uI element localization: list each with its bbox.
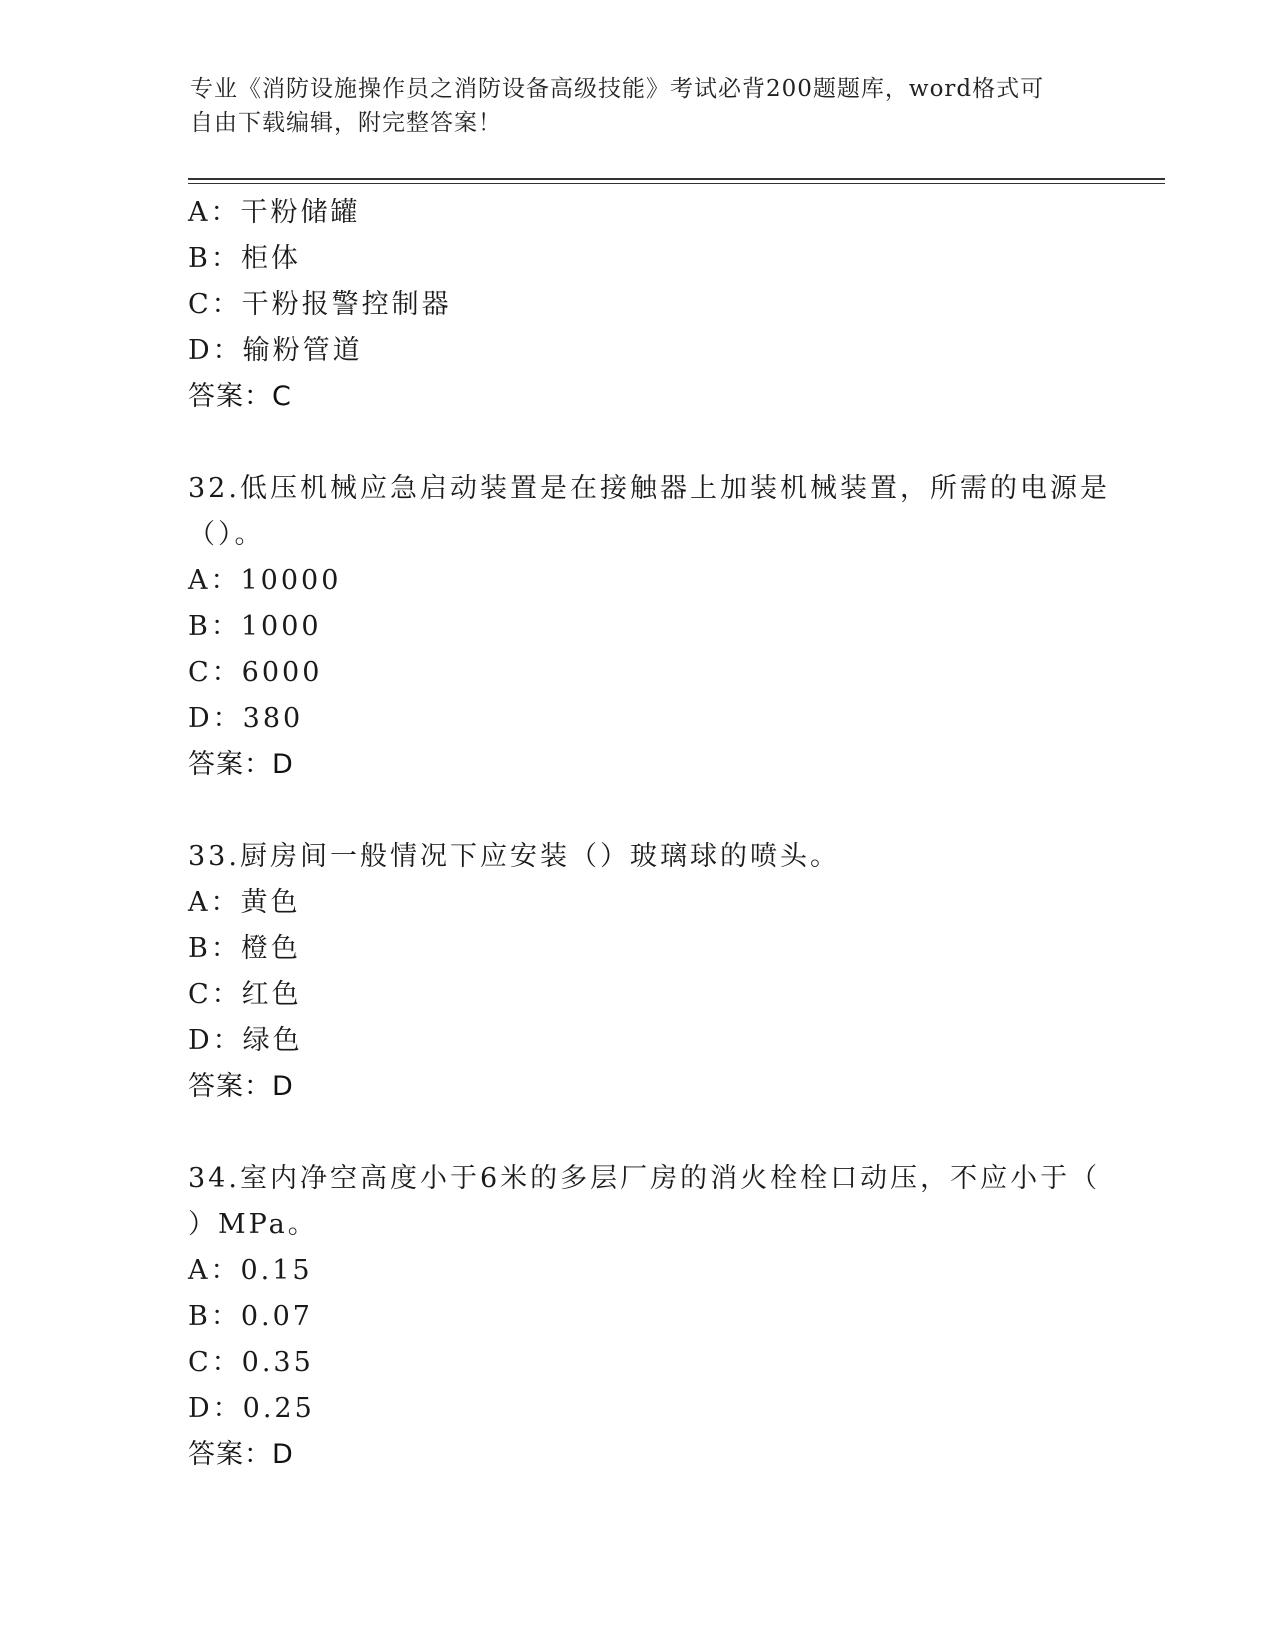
question-34 [188, 1156, 1101, 1478]
option-a: A：0.15 [188, 1255, 313, 1286]
header-line-1: 专业《消防设施操作员之消防设备高级技能》考试必背200题题库，word格式可 [190, 76, 1045, 102]
question-list [188, 190, 1110, 1478]
question-31 [188, 190, 1088, 420]
question-stem: 34.室内净空高度小于6米的多层厂房的消火栓栓口动压，不应小于（ [188, 1163, 1101, 1194]
option-b: B：柜体 [188, 243, 301, 274]
question-stem: 33.厨房间一般情况下应安装（）玻璃球的喷头。 [188, 841, 840, 872]
question-32 [188, 466, 1110, 788]
option-b: B：1000 [188, 611, 322, 642]
option-d: D：0.25 [188, 1393, 315, 1424]
option-b: B：0.07 [188, 1301, 313, 1332]
option-b: B：橙色 [188, 933, 301, 964]
option-c: C：红色 [188, 979, 302, 1010]
option-c: C：干粉报警控制器 [188, 289, 452, 320]
spacer [188, 1110, 1088, 1156]
option-c: C：0.35 [188, 1347, 314, 1378]
question-stem-continued: （）。 [188, 519, 265, 550]
header-divider-thick [188, 178, 1165, 180]
option-d: D：380 [188, 703, 304, 734]
option-a: A：干粉储罐 [188, 197, 361, 228]
option-a: A：黄色 [188, 887, 301, 918]
spacer [188, 420, 1088, 466]
option-d: D：绿色 [188, 1025, 303, 1056]
option-c: C：6000 [188, 657, 323, 688]
header-line-2: 自由下载编辑，附完整答案！ [190, 110, 502, 136]
answer-text: 答案：D [188, 749, 294, 780]
header-divider-thin [188, 183, 1165, 184]
question-stem: 32.低压机械应急启动装置是在接触器上加装机械装置，所需的电源是 [188, 473, 1110, 504]
answer-text: 答案：D [188, 1439, 294, 1470]
document-header [190, 72, 1070, 140]
answer-text: 答案：D [188, 1071, 294, 1102]
spacer [188, 788, 1088, 834]
answer-text: 答案：C [188, 381, 292, 412]
option-d: D：输粉管道 [188, 335, 363, 366]
question-33 [188, 834, 1088, 1110]
option-a: A：10000 [188, 565, 342, 596]
question-stem-continued: ）MPa。 [188, 1209, 318, 1240]
